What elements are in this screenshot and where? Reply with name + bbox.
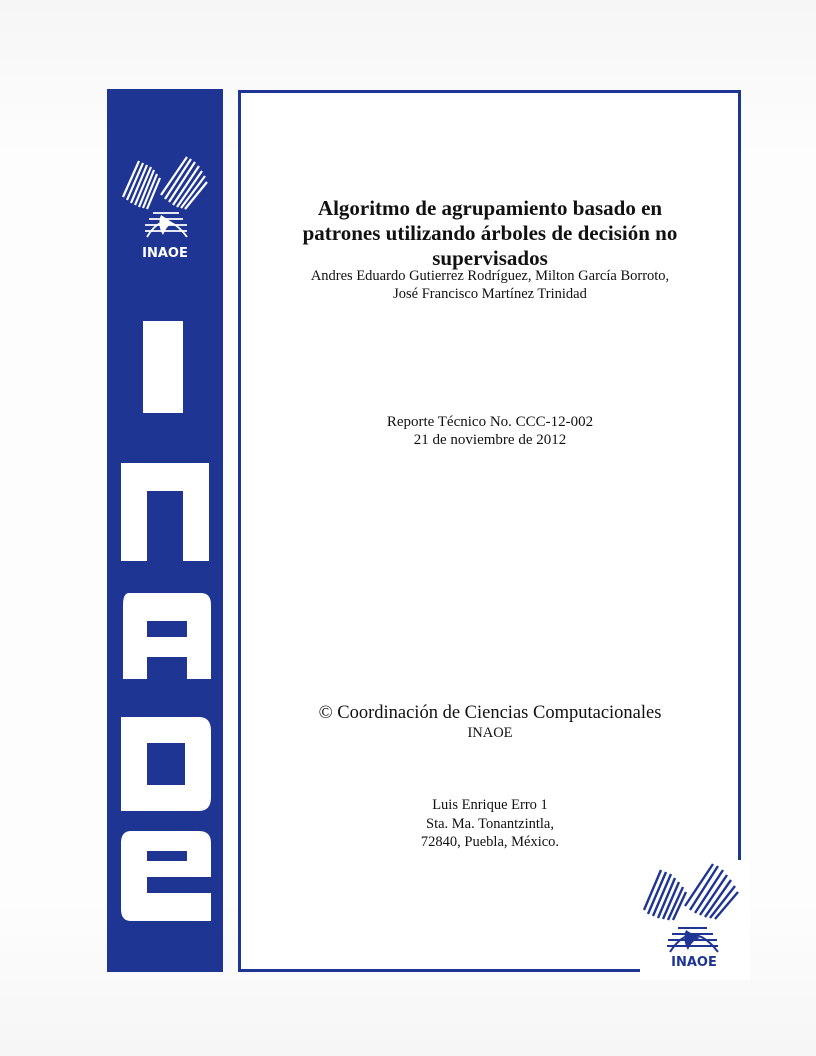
inaoe-sidebar-band bbox=[107, 89, 223, 972]
address-line-1: Luis Enrique Erro 1 bbox=[432, 797, 548, 813]
letter-a-shape bbox=[123, 593, 211, 679]
inaoe-corner-logo-icon bbox=[640, 852, 744, 970]
letter-o-shape bbox=[121, 717, 211, 811]
authors-line-1: Andres Eduardo Gutierrez Rodríguez, Milton García Borroto, bbox=[310, 268, 670, 284]
letter-e-shape bbox=[121, 831, 211, 921]
address-line-3: 72840, Puebla, México. bbox=[420, 834, 560, 850]
authors-line-2: José Francisco Martínez Trinidad bbox=[393, 286, 587, 302]
report-info bbox=[240, 413, 740, 449]
institute-address bbox=[240, 796, 740, 852]
title-line-3: supervisados bbox=[432, 246, 548, 270]
report-title bbox=[240, 196, 740, 271]
institute-name: INAOE bbox=[467, 725, 513, 741]
inaoe-sidebar-logo-icon bbox=[117, 145, 213, 265]
title-line-1: Algoritmo de agrupamiento basado en bbox=[317, 196, 663, 220]
address-line-2: Sta. Ma. Tonantzintla, bbox=[426, 815, 554, 832]
corner-logo-text: INAOE bbox=[671, 955, 717, 970]
letter-n-shape bbox=[121, 463, 209, 561]
report-authors bbox=[240, 267, 740, 303]
report-number: Reporte Técnico No. CCC-12-002 bbox=[386, 414, 594, 430]
inaoe-vertical-letters bbox=[107, 321, 223, 921]
title-line-2: patrones utilizando árboles de decisión no bbox=[302, 221, 678, 245]
sidebar-logo-text: INAOE bbox=[142, 246, 188, 261]
coordination-name: © Coordinación de Ciencias Computacionales bbox=[318, 703, 662, 723]
letter-i-shape bbox=[143, 321, 183, 413]
report-date: 21 de noviembre de 2012 bbox=[413, 432, 567, 448]
